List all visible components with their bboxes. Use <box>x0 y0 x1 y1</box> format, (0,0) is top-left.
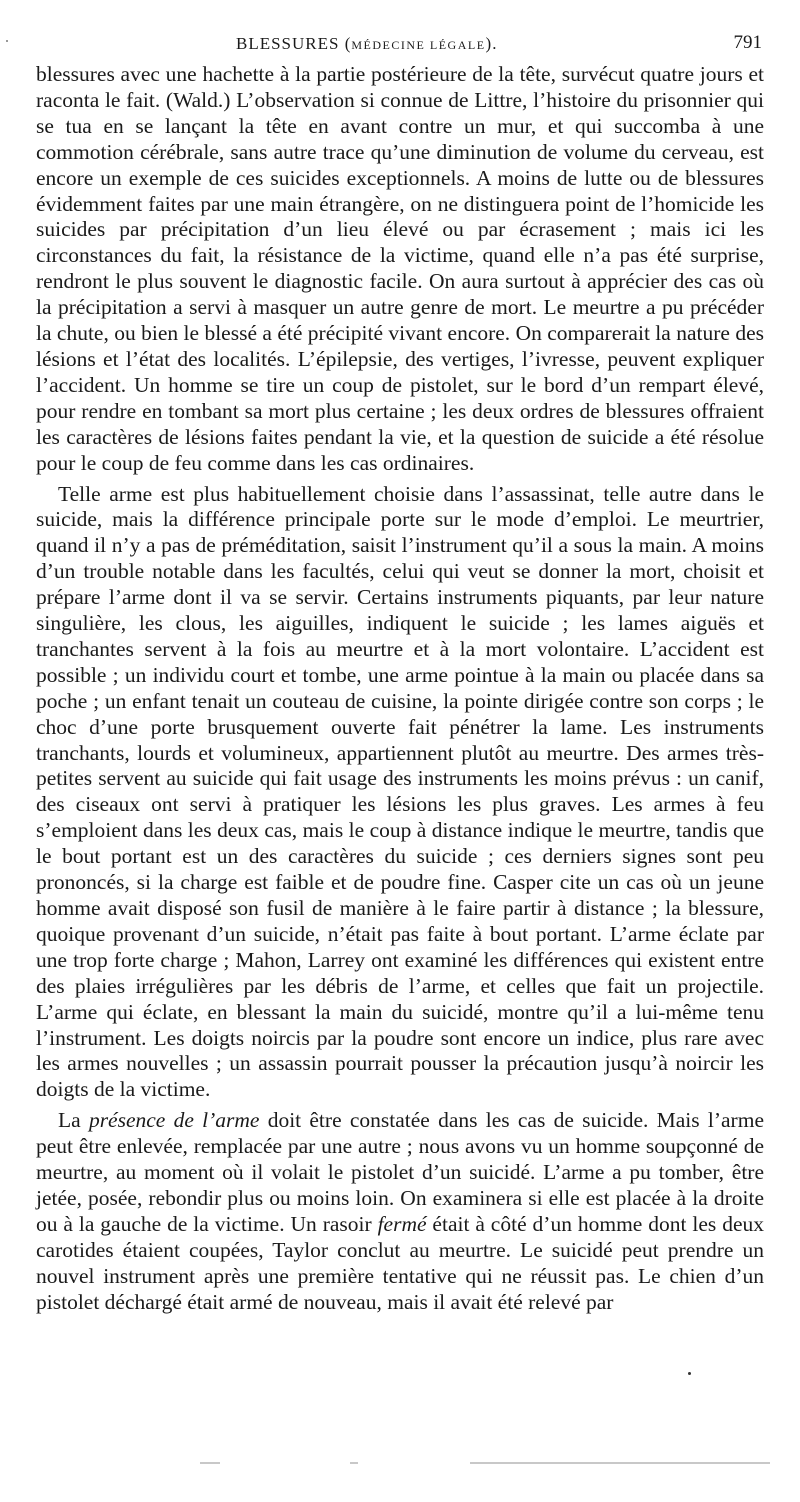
paragraph-3-end: était à côté d’un homme dont les deux carotides étaient coupées, Taylor conclut au meurtre. Le suicidé peut prendre un nouvel instrument après une première tentative qui ne réussit pas. Le chien d’un pistolet déchargé était armé de nouveau, mais il avait été relevé par <box>36 1211 764 1314</box>
running-head-close: ). <box>485 34 498 53</box>
paragraph-3-emphasis-2: fermé <box>377 1211 427 1236</box>
paragraph-3-middle: doit être constatée dans les cas de suicide. Mais l’arme peut être enlevée, remplacée par une autre ; nous avons vu un homme soupçonné de meurtre, au moment où il volait le pistolet d’un suicidé. L’arme a pu tomber, être jetée, posée, rebondir plus ou moins loin. On examinera si elle est placée à la droite ou à la gauche de la victime. Un rasoir <box>36 1108 764 1236</box>
page-number: 791 <box>733 32 762 53</box>
page-header <box>36 30 762 60</box>
paragraph-1: blessures avec une hachette à la partie postérieure de la tête, survécut quatre jours et raconta le fait. (Wald.) L’observation si connue de Littre, l’histoire du prisonnier qui se tua en se lançant la tête en avant contre un mur, et qui succomba à une commotion cérébrale, sans autre trace qu’une diminution de volume du cerveau, est encore un exemple de ces suicides exceptionnels. A moins de lutte ou de blessures évidemment faites par une main étrangère, on ne distinguera point de l’homicide les suicides par précipitation d’un lieu élevé ou par écrasement ; mais ici les circonstances du fait, la résistance de la victime, quand elle n’a pas été surprise, rendront le plus souvent le diagnostic facile. On aura surtout à apprécier des cas où la précipitation a servi à masquer un autre genre de mort. Le meurtre a pu précéder la chute, ou bien le blessé a été précipité vivant encore. On comparerait la nature des lésions et l’état des localités. L’épilepsie, des vertiges, l’ivresse, peuvent expliquer l’accident. Un homme se tire un coup de pistolet, sur le bord d’un rempart élevé, pour rendre en tombant sa mort plus certaine ; les deux ordres de blessures offraient les caractères de lésions faites pendant la vie, et la question de suicide a été résolue pour le coup de feu comme dans les cas ordinaires. <box>36 62 764 475</box>
paragraph-3-emphasis: présence de l’arme <box>88 1108 260 1133</box>
scan-dot <box>688 1372 691 1375</box>
paragraph-3-lead: La <box>58 1108 89 1133</box>
page-body <box>36 62 764 1316</box>
paragraph-2: Telle arme est plus habituellement choisie dans l’assassinat, telle autre dans le suicide, mais la différence principale porte sur le mode d’emploi. Le meurtrier, quand il n’y a pas de préméditation, saisit l’instrument qu’il a sous la main. A moins d’un trouble notable dans les facultés, celui qui veut se donner la mort, choisit et prépare l’arme dont il va se servir. Certains instruments piquants, par leur nature singulière, les clous, les aiguilles, indiquent le suicide ; les lames aiguës et tranchantes servent à la fois au meurtre et à la mort volontaire. L’accident est possible ; un individu court et tombe, une arme pointue à la main ou placée dans sa poche ; un enfant tenait un couteau de cuisine, la pointe dirigée contre son corps ; le choc d’une porte brusquement ouverte fait pénétrer la lame. Les instruments tranchants, lourds et volumineux, appartiennent plutôt au meurtre. Des armes très-petites servent au suicide qui fait usage des instruments les moins prévus : un canif, des ciseaux ont servi à pratiquer les lésions les plus graves. Les armes à feu s’emploient dans les deux cas, mais le coup à distance indique le meurtre, tandis que le bout portant est un des caractères du suicide ; ces derniers signes sont peu prononcés, si la charge est faible et de poudre fine. Casper cite un cas où un jeune homme avait disposé son fusil de manière à le faire partir à distance ; la blessure, quoique provenant d’un suicide, n’était pas faite à bout portant. L’arme éclate par une trop forte charge ; Mahon, Larrey ont examiné les différences qui existent entre des plaies irrégulières par les débris de l’arme, et celles que fait un projectile. L’arme qui éclate, en blessant la main du suicidé, montre qu’il a lui-même tenu l’instrument. Les doigts noircis par la poudre sont encore un indice, plus rare avec les armes nouvelles ; un assassin pourrait pousser la précaution jusqu’à noircir les doigts de la victime. <box>36 481 764 1102</box>
scan-speck <box>6 40 8 42</box>
bleed-through-mark <box>350 1462 358 1464</box>
paragraph-3 <box>36 1108 764 1315</box>
running-head-subtitle: MÉDECINE LÉGALE <box>351 38 486 52</box>
bleed-through-mark <box>200 1462 220 1464</box>
running-head-main: BLESSURES ( <box>236 34 352 53</box>
bleed-through-line <box>470 1462 770 1464</box>
running-head <box>236 34 497 54</box>
